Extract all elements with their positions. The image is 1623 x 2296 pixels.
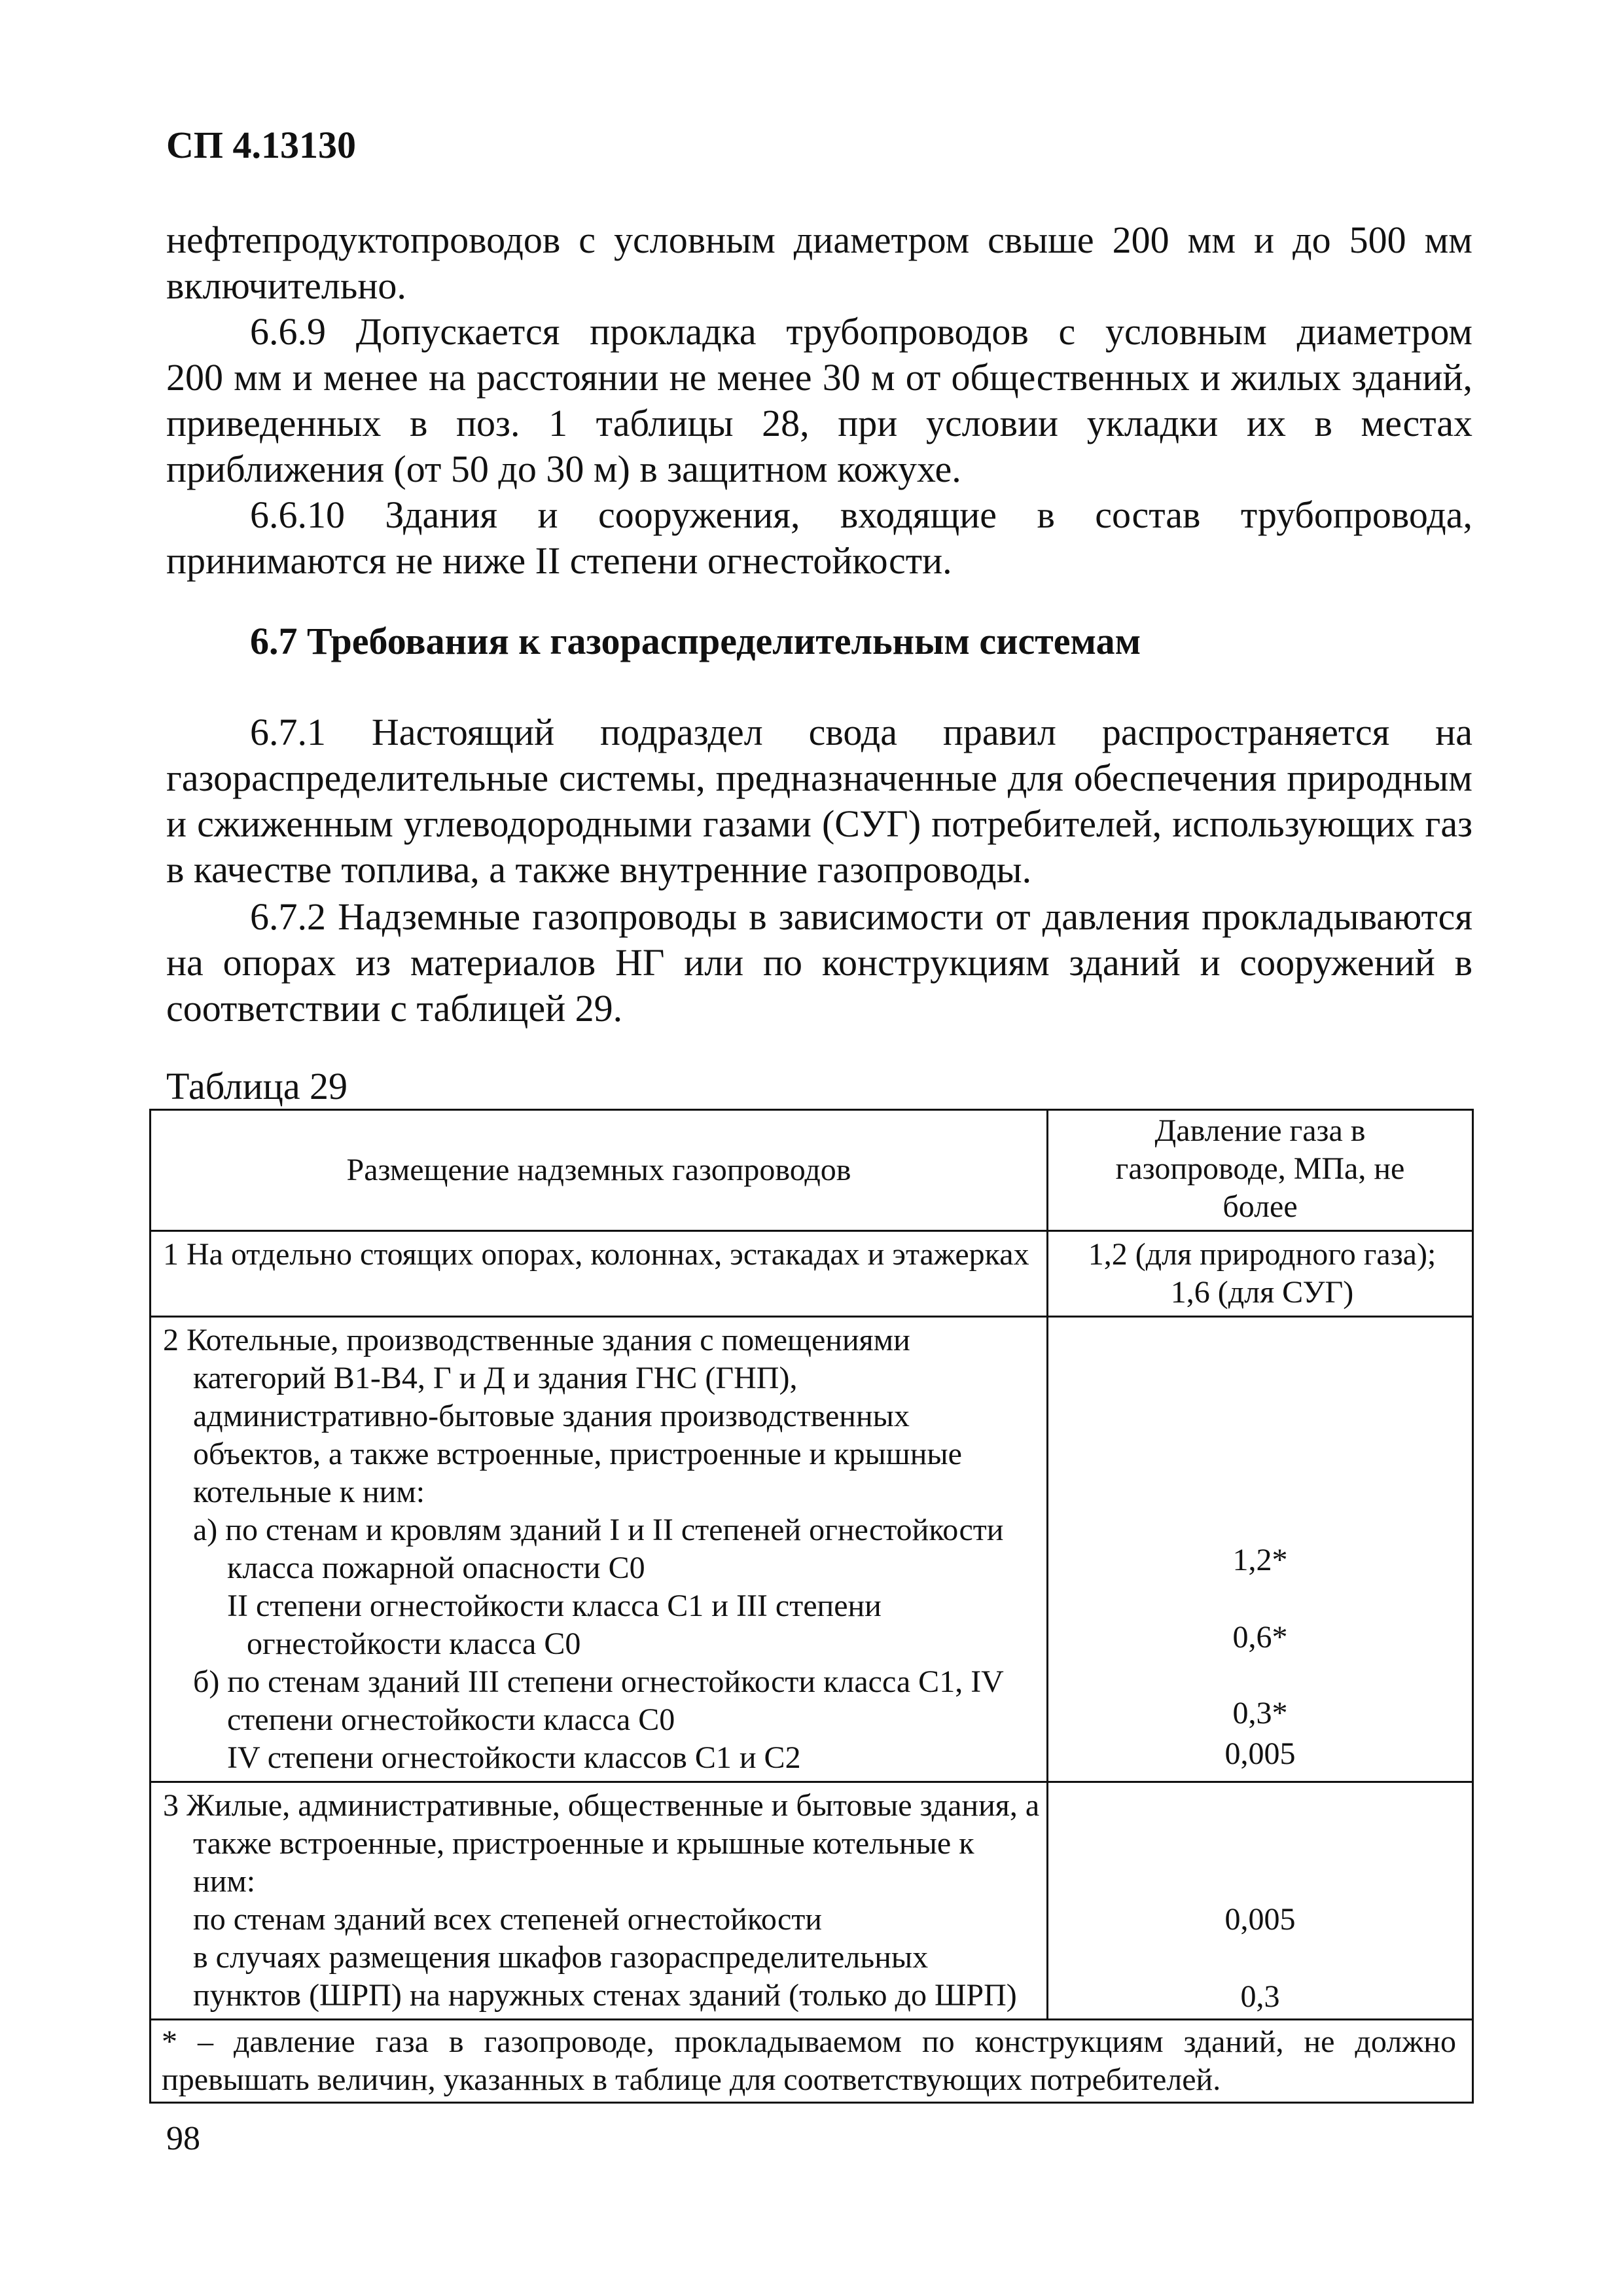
row2-b2: IV степени огнестойкости классов С1 и С2 [227, 1740, 801, 1775]
row2-a2: II степени огнестойкости класса С1 и III степени огнестойкости класса С0 [227, 1588, 882, 1661]
table-row [151, 1782, 1473, 2020]
text-line: газораспределительные системы, предназначенные для обеспечения природным [166, 757, 1472, 799]
text-line: приведенных в поз. 1 таблицы 28, при условии укладки их в местах [166, 402, 1472, 444]
row2-intro: 2 Котельные, производственные здания с помещениями категорий В1-В4, Г и Д и здания ГНС (ГНП), административно-бытовые здания производственных объектов, а также встроенные, пристроенные и крышные котельные к ним: [163, 1323, 962, 1509]
section-title: 6.7 Требования к газораспределительным системам [250, 620, 1141, 662]
paragraph-6-6-9 [166, 309, 1472, 492]
row3-line2: в случаях размещения шкафов газораспределительных пунктов (ШРП) на наружных стенах зданий (только до ШРП) [193, 1940, 1017, 2013]
row3-line2-value: 0,3 [1240, 1979, 1280, 2014]
text-line: 200 мм и менее на расстоянии не менее 30 м от общественных и жилых зданий, [166, 356, 1472, 399]
table-header-row [151, 1110, 1473, 1231]
table-footnote: * – давление газа в газопроводе, прокладываемом по конструкциям зданий, не должно превышать величин, указанных в таблице для соответствующих потребителей. [151, 2020, 1473, 2103]
row3-intro: 3 Жилые, административные, общественные и бытовые здания, а также встроенные, пристроенные и крышные котельные к ним: [163, 1788, 1040, 1899]
row1-text: 1 На отдельно стоящих опорах, колоннах, эстакадах и этажерках [163, 1237, 1029, 1272]
header-pressure [1048, 1110, 1473, 1231]
text-line: соответствии с таблицей 29. [166, 987, 623, 1030]
text-line: 6.7.2 Надземные газопроводы в зависимости от давления прокладываются [250, 895, 1472, 938]
table-caption: Таблица 29 [166, 1065, 348, 1107]
row1-value: 1,2 (для природного газа); [1088, 1237, 1436, 1272]
row3-line1-value: 0,005 [1224, 1902, 1296, 1937]
row2-a-value: 1,2* [1232, 1543, 1288, 1577]
text-line: и сжиженным углеводородными газами (СУГ) потребителей, использующих газ [166, 802, 1472, 845]
page-number: 98 [166, 2120, 200, 2157]
header-pressure-line: Давление газа в [1154, 1113, 1366, 1148]
text-line: включительно. [166, 264, 406, 307]
header-pressure-line: газопроводе, МПа, не [1115, 1151, 1405, 1186]
text-line: приближения (от 50 до 30 м) в защитном кожухе. [166, 448, 961, 490]
paragraph-intro [166, 217, 1472, 309]
row1-value: 1,6 (для СУГ) [1170, 1275, 1354, 1310]
table-row [151, 1231, 1473, 1317]
row2-b-value: 0,3* [1232, 1696, 1288, 1731]
gas-pipeline-table [149, 1109, 1474, 2104]
table-row [151, 1317, 1473, 1782]
document-code-header: СП 4.13130 [166, 124, 356, 166]
row2-b: б) по стенам зданий III степени огнестойкости класса С1, IV степени огнестойкости класса С0 [193, 1664, 1003, 1737]
paragraph-6-7-2 [166, 894, 1472, 1031]
text-line: в качестве топлива, а также внутренние газопроводы. [166, 848, 1032, 891]
text-line: на опорах из материалов НГ или по конструкциям зданий и сооружений в [166, 941, 1472, 984]
text-line: нефтепродуктопроводов с условным диаметром свыше 200 мм и до 500 мм [166, 219, 1472, 261]
header-placement: Размещение надземных газопроводов [151, 1110, 1048, 1231]
header-pressure-line: более [1222, 1189, 1298, 1224]
text-line: 6.6.9 Допускается прокладка трубопроводов с условным диаметром [250, 310, 1472, 353]
text-line: принимаются не ниже II степени огнестойкости. [166, 539, 952, 582]
row3-line1: по стенам зданий всех степеней огнестойкости [193, 1902, 822, 1937]
text-line: 6.6.10 Здания и сооружения, входящие в состав трубопровода, [250, 493, 1472, 536]
text-line: 6.7.1 Настоящий подраздел свода правил распространяется на [250, 711, 1472, 753]
paragraph-6-7-1 [166, 709, 1472, 893]
row2-b2-value: 0,005 [1224, 1736, 1296, 1771]
row2-a: а) по стенам и кровлям зданий I и II степеней огнестойкости класса пожарной опасности С0 [193, 1513, 1004, 1585]
paragraph-6-6-10 [166, 492, 1472, 584]
row2-a2-value: 0,6* [1232, 1620, 1288, 1655]
table-footnote-row [151, 2020, 1473, 2103]
